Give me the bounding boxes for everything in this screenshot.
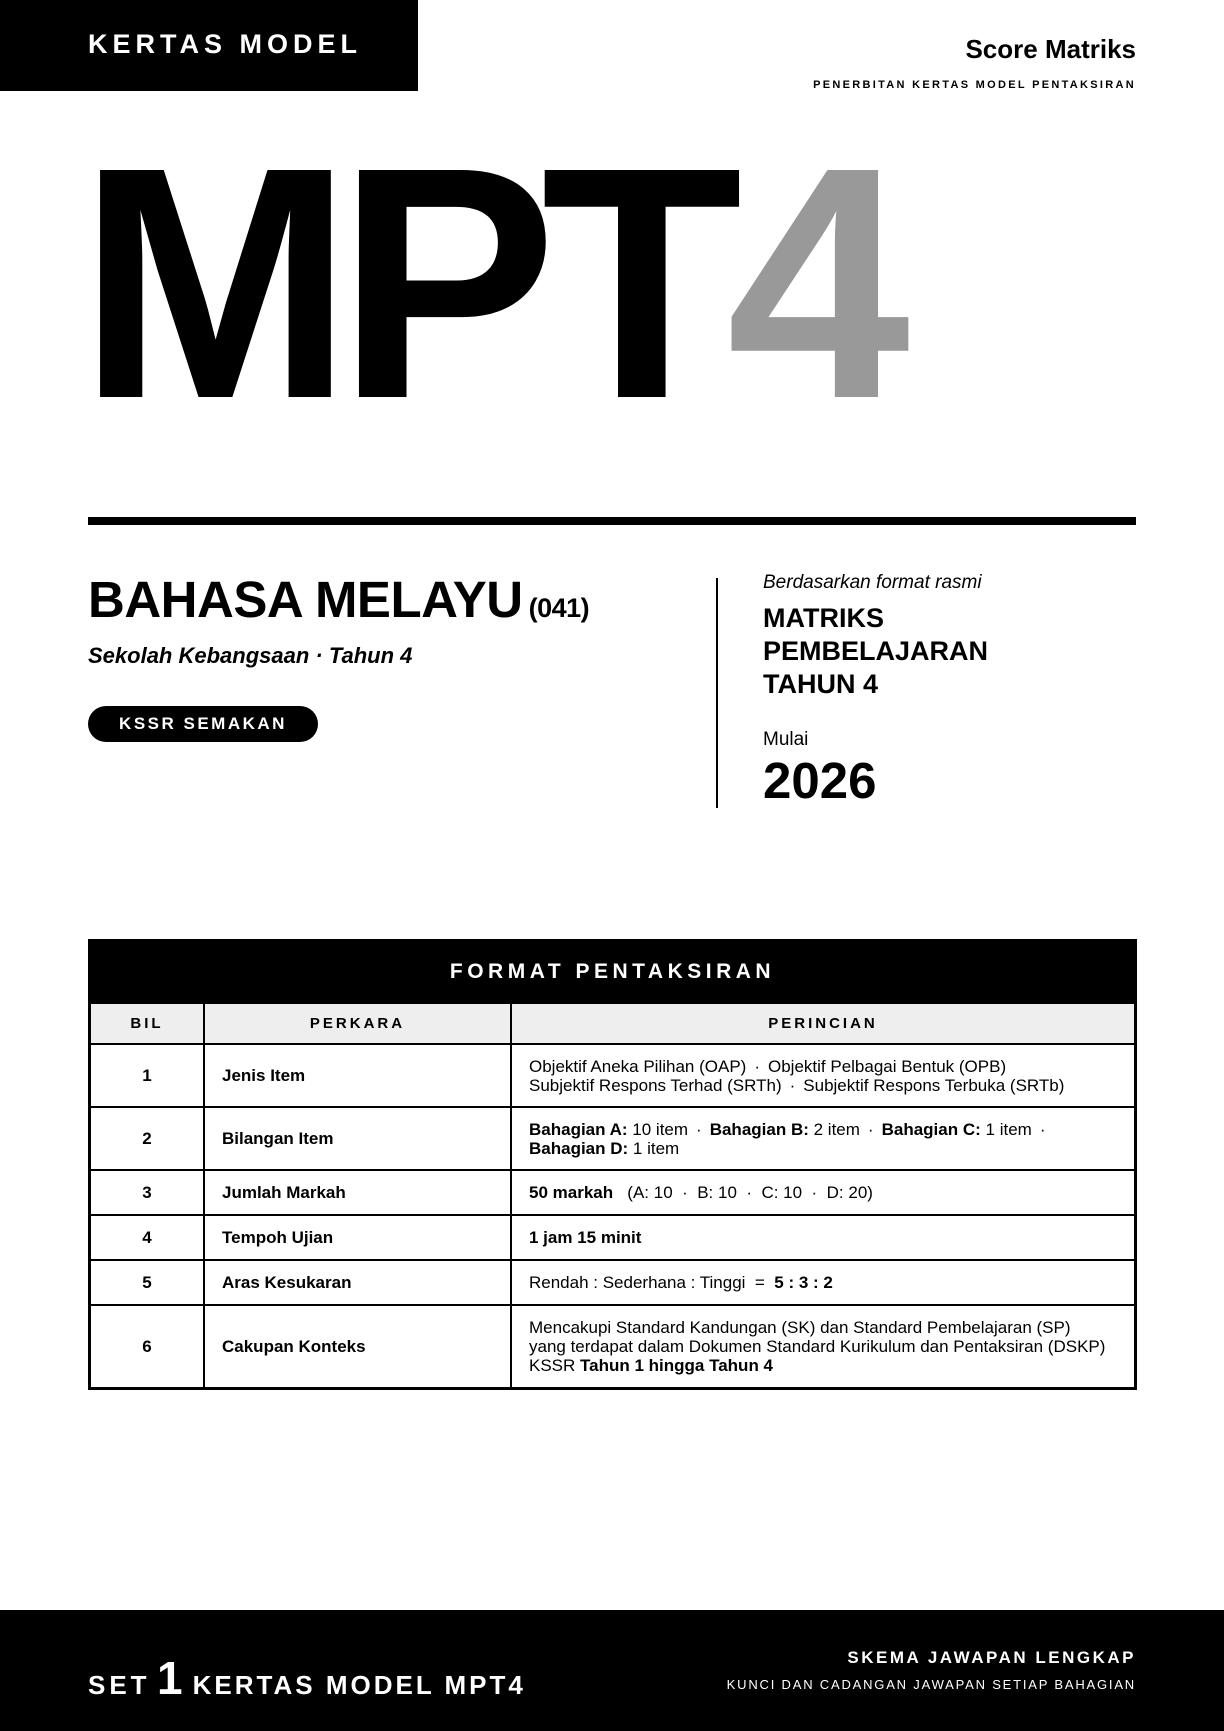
difficulty-ratio: 5 : 3 : 2: [774, 1273, 833, 1292]
detail-value: 1 item: [632, 1138, 680, 1158]
row-number: 4: [91, 1215, 204, 1260]
basis-title-line: PEMBELAJARAN: [763, 636, 989, 666]
detail-text: Mencakupi Standard Kandungan (SK) dan Standard Pembelajaran (SP): [529, 1318, 1071, 1337]
column-header-bil: BIL: [91, 1003, 204, 1044]
basis-intro: Berdasarkan format rasmi: [763, 572, 982, 593]
table-header-row: [91, 1003, 1134, 1044]
table-row: [91, 1260, 1134, 1305]
detail-value: 2 item: [813, 1119, 860, 1139]
answer-scheme-title: SKEMA JAWAPAN LENGKAP: [847, 1648, 1136, 1667]
subject-name: BAHASA MELAYU: [88, 571, 523, 628]
row-detail: [511, 1107, 1134, 1170]
table-row: [91, 1107, 1134, 1170]
subject-block: [88, 570, 589, 669]
marks-breakdown: (A: 10 · B: 10 · C: 10 · D: 20): [627, 1183, 873, 1202]
subject-code: (041): [528, 593, 590, 623]
detail-text: KSSR: [529, 1356, 576, 1375]
start-label: Mulai: [763, 729, 809, 750]
detail-text: Objektif Pelbagai Bentuk (OPB): [768, 1056, 1007, 1076]
publisher-name: Score Matriks: [965, 34, 1136, 64]
detail-emphasis: Tahun 1 hingga Tahun 4: [580, 1356, 774, 1375]
basis-block: [763, 572, 988, 809]
table-row: [91, 1305, 1134, 1387]
set-label: SET: [88, 1670, 151, 1700]
hero-title: [78, 98, 895, 467]
row-number: 2: [91, 1107, 204, 1170]
hero-digit: 4: [726, 98, 895, 467]
table-row: [91, 1170, 1134, 1215]
detail-label: Bahagian D:: [529, 1138, 629, 1158]
detail-text: Subjektif Respons Terbuka (SRTb): [803, 1075, 1065, 1095]
detail-text: yang terdapat dalam Dokumen Standard Kurikulum dan Pentaksiran (DSKP): [529, 1337, 1106, 1356]
detail-text: Objektif Aneka Pilihan (OAP): [529, 1056, 747, 1076]
row-detail: [511, 1170, 1134, 1215]
row-number: 6: [91, 1305, 204, 1387]
difficulty-label: Rendah : Sederhana : Tinggi =: [529, 1273, 765, 1292]
row-item: Jenis Item: [204, 1044, 511, 1107]
row-number: 1: [91, 1044, 204, 1107]
separator-dot: ·: [1039, 1119, 1046, 1139]
subject-subtitle: Sekolah Kebangsaan · Tahun 4: [88, 643, 413, 668]
footer-answer-scheme: [727, 1648, 1136, 1692]
hero-letters: MPT: [78, 98, 727, 467]
row-number: 5: [91, 1260, 204, 1305]
top-band: [0, 0, 418, 91]
format-table: [88, 939, 1137, 1390]
detail-label: Bahagian B:: [709, 1119, 809, 1139]
publisher-block: [813, 34, 1136, 91]
detail-value: 1 item: [985, 1119, 1032, 1139]
row-item: Aras Kesukaran: [204, 1260, 511, 1305]
column-header-perincian: PERINCIAN: [511, 1003, 1134, 1044]
vertical-divider: [716, 578, 718, 808]
basis-title-line: TAHUN 4: [763, 669, 879, 699]
separator-dot: ·: [696, 1119, 702, 1139]
row-detail: [511, 1215, 1134, 1260]
separator-dot: ·: [867, 1119, 874, 1139]
detail-value: 10 item: [632, 1119, 689, 1139]
answer-scheme-subtitle: KUNCI DAN CADANGAN JAWAPAN SETIAP BAHAGIAN: [726, 1677, 1136, 1692]
footer-set-label: [88, 1651, 526, 1705]
basis-title: [763, 602, 988, 701]
separator-dot: ·: [754, 1056, 760, 1076]
format-table-title: FORMAT PENTAKSIRAN: [91, 942, 1134, 1002]
footer-band: [0, 1610, 1224, 1731]
curriculum-badge: KSSR SEMAKAN: [88, 706, 318, 742]
detail-text: Subjektif Respons Terhad (SRTh): [529, 1075, 782, 1095]
row-detail: [511, 1305, 1134, 1387]
column-header-perkara: PERKARA: [204, 1003, 511, 1044]
detail-label: Bahagian A:: [529, 1119, 628, 1139]
set-number: 1: [157, 1652, 183, 1704]
separator-dot: ·: [789, 1075, 796, 1095]
format-table-grid: [91, 1002, 1134, 1387]
row-item: Bilangan Item: [204, 1107, 511, 1170]
table-row: [91, 1044, 1134, 1107]
row-item: Tempoh Ujian: [204, 1215, 511, 1260]
total-marks: 50 markah: [529, 1183, 614, 1202]
row-item: Cakupan Konteks: [204, 1305, 511, 1387]
start-year: 2026: [763, 752, 877, 809]
basis-title-line: MATRIKS: [763, 603, 884, 633]
row-number: 3: [91, 1170, 204, 1215]
divider-rule: [88, 517, 1136, 525]
publisher-tagline: PENERBITAN KERTAS MODEL PENTAKSIRAN: [813, 79, 1136, 91]
row-detail: [511, 1044, 1134, 1107]
exam-duration: 1 jam 15 minit: [529, 1228, 642, 1247]
row-detail: [511, 1260, 1134, 1305]
row-item: Jumlah Markah: [204, 1170, 511, 1215]
subject-title: [88, 570, 589, 629]
set-title: KERTAS MODEL MPT4: [192, 1670, 526, 1700]
document-type-label: KERTAS MODEL: [88, 29, 362, 59]
detail-label: Bahagian C:: [881, 1119, 981, 1139]
table-row: [91, 1215, 1134, 1260]
